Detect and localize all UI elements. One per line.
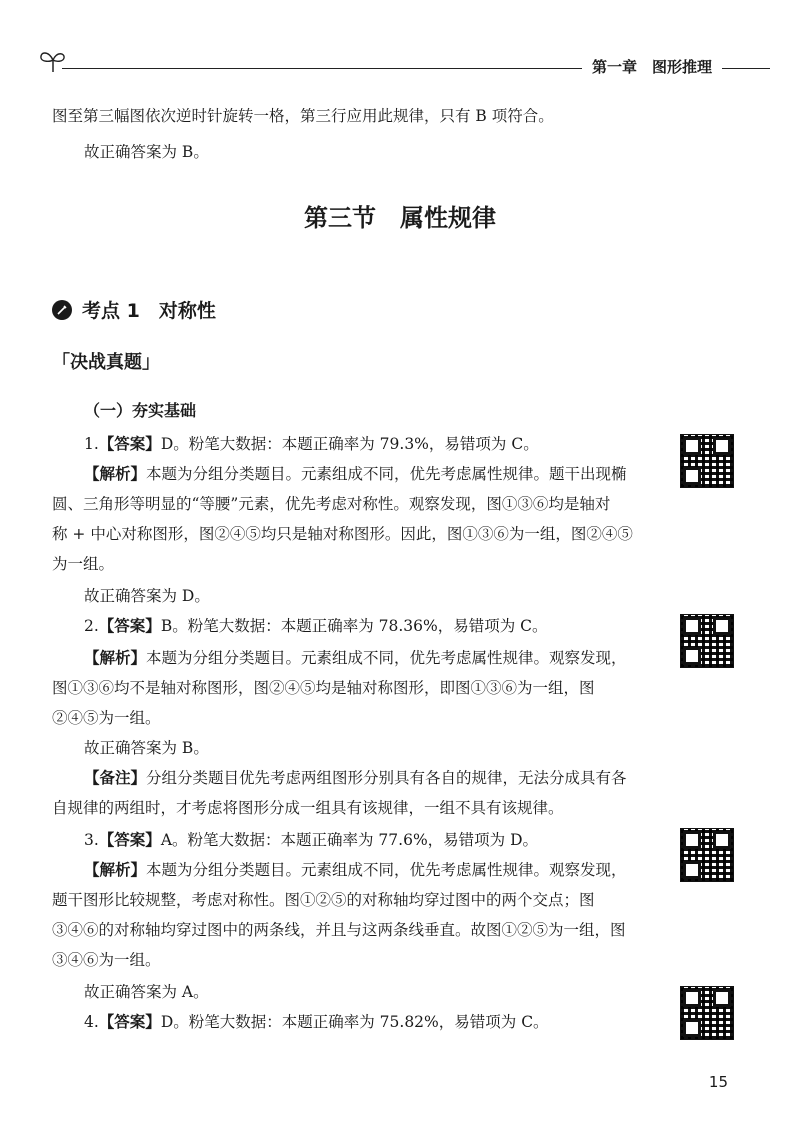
- kaodian-heading: [52, 296, 216, 323]
- q2-analysis-line-2: 图①③⑥均不是轴对称图形，图②④⑤均是轴对称图形，即图①③⑥为一组，图: [52, 679, 595, 697]
- q3-answer-tag: 【答案】: [98, 831, 161, 849]
- q4-qr-code[interactable]: [680, 986, 734, 1040]
- q3-analysis-tag: 【解析】: [84, 861, 147, 879]
- q1-qr-code[interactable]: [680, 434, 734, 488]
- q4-answer: D。粉笔大数据：本题正确率为 75.82%，易错项为 C。: [160, 1013, 549, 1031]
- q3-qr-code[interactable]: [680, 828, 734, 882]
- q1-analysis-line-2: 圆、三角形等明显的“等腰”元素，优先考虑对称性。观察发现，图①③⑥均是轴对: [52, 495, 611, 513]
- q3-conclusion: 故正确答案为 A。: [84, 983, 209, 1001]
- q1-conclusion: 故正确答案为 D。: [84, 587, 210, 605]
- chapter-title: 第一章 图形推理: [582, 56, 722, 77]
- q3-analysis-line-2: 题干图形比较规整，考虑对称性。图①②⑤的对称轴均穿过图中的两个交点；图: [52, 891, 595, 909]
- q1-answer-tag: 【答案】: [98, 435, 161, 453]
- q3-analysis-line-3: ③④⑥的对称轴均穿过图中的两条线，并且与这两条线垂直。故图①②⑤为一组，图: [52, 921, 626, 939]
- q1-answer: D。粉笔大数据：本题正确率为 79.3%，易错项为 C。: [160, 435, 539, 453]
- q3-number: 3.: [84, 831, 99, 849]
- q2-answer: B。粉笔大数据：本题正确率为 78.36%，易错项为 C。: [160, 617, 548, 635]
- q3-analysis-text-1: 本题为分组分类题目。元素组成不同，优先考虑属性规律。观察发现，: [146, 861, 627, 879]
- q2-answer-tag: 【答案】: [98, 617, 161, 635]
- q1-analysis-line-3: 称 + 中心对称图形，图②④⑤均只是轴对称图形。因此，图①③⑥为一组，图②④⑤: [52, 525, 633, 543]
- q3-analysis-line-1: [84, 860, 627, 880]
- kaodian-label: 考点 1 对称性: [82, 300, 216, 322]
- q4-answer-tag: 【答案】: [98, 1013, 161, 1031]
- q3-answer-line: [84, 830, 538, 850]
- q2-analysis-tag: 【解析】: [84, 649, 147, 667]
- page-number: 15: [708, 1073, 728, 1091]
- intro-conclusion: 故正确答案为 B。: [84, 143, 209, 161]
- q2-answer-line: [84, 616, 548, 636]
- pen-icon: [52, 300, 72, 320]
- q1-analysis-text-1: 本题为分组分类题目。元素组成不同，优先考虑属性规律。题干出现椭: [146, 465, 627, 483]
- q1-analysis-line-1: [84, 464, 627, 484]
- q1-analysis-tag: 【解析】: [84, 465, 147, 483]
- q2-note-text-1: 分组分类题目优先考虑两组图形分别具有各自的规律，无法分成具有各: [146, 769, 627, 787]
- q1-answer-line: [84, 434, 539, 454]
- q2-note-tag: 【备注】: [84, 769, 147, 787]
- q2-analysis-text-1: 本题为分组分类题目。元素组成不同，优先考虑属性规律。观察发现，: [146, 649, 627, 667]
- q3-answer: A。粉笔大数据：本题正确率为 77.6%，易错项为 D。: [160, 831, 539, 849]
- subsection-heading: （一）夯实基础: [84, 401, 197, 420]
- q2-qr-code[interactable]: [680, 614, 734, 668]
- q2-conclusion: 故正确答案为 B。: [84, 739, 209, 757]
- section-title: 第三节 属性规律: [304, 204, 496, 232]
- q2-note-line-2: 自规律的两组时，才考虑将图形分成一组具有该规律，一组不具有该规律。: [52, 799, 564, 817]
- intro-line-1: 图至第三幅图依次逆时针旋转一格，第三行应用此规律，只有 B 项符合。: [52, 107, 554, 125]
- q2-note-line-1: [84, 768, 627, 788]
- q4-number: 4.: [84, 1013, 99, 1031]
- zhenti-heading: 「决战真题」: [52, 352, 160, 373]
- q2-analysis-line-1: [84, 648, 627, 668]
- q1-number: 1.: [84, 435, 99, 453]
- q3-analysis-line-4: ③④⑥为一组。: [52, 951, 161, 969]
- q2-number: 2.: [84, 617, 99, 635]
- q1-analysis-line-4: 为一组。: [52, 555, 115, 573]
- page-header: [30, 44, 770, 78]
- q4-answer-line: [84, 1012, 549, 1032]
- q2-analysis-line-3: ②④⑤为一组。: [52, 709, 161, 727]
- sprout-icon: [38, 48, 68, 74]
